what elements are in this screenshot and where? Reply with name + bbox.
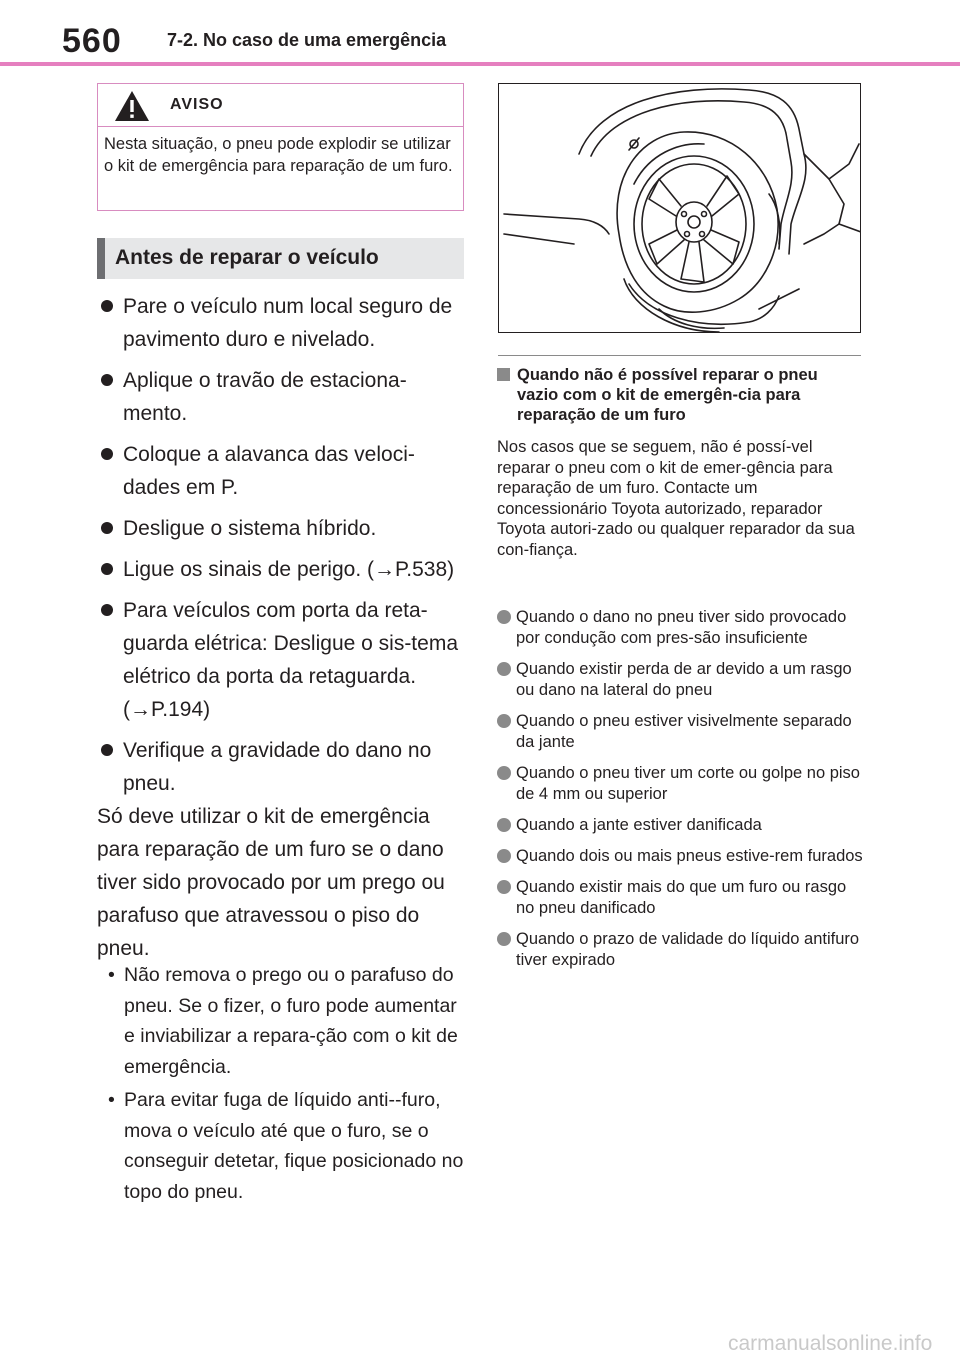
list-item xyxy=(97,364,467,430)
list-item-text: Quando o pneu estiver visivelmente separado da jante xyxy=(516,712,852,751)
bullet-dot-icon xyxy=(101,563,113,575)
section-heading-text: Antes de reparar o veículo xyxy=(115,246,379,269)
list-item xyxy=(497,763,863,805)
grey-bullet-icon xyxy=(497,766,511,780)
bullet-dot-icon xyxy=(101,522,113,534)
right-column-divider xyxy=(498,355,861,356)
grey-bullet-icon xyxy=(497,880,511,894)
list-item-text: Verifique a gravidade do dano no pneu. xyxy=(123,739,432,795)
list-item xyxy=(497,607,863,649)
list-item xyxy=(497,877,863,919)
page-header xyxy=(0,0,960,62)
list-item-text: Quando o dano no pneu tiver sido provocado por condução com pres-são insuficiente xyxy=(516,608,847,647)
list-item-text: Quando existir perda de ar devido a um rasgo ou dano na lateral do pneu xyxy=(516,660,852,699)
list-item-text: Quando existir mais do que um furo ou rasgo no pneu danificado xyxy=(516,878,847,917)
bullet-dot-icon xyxy=(101,448,113,460)
section-heading-bar xyxy=(97,238,105,279)
note-item xyxy=(108,1085,467,1207)
list-item xyxy=(497,659,863,701)
cannot-repair-conditions-list xyxy=(497,607,863,981)
watermark: carmanualsonline.info xyxy=(728,1332,933,1355)
list-item-text: Pare o veículo num local seguro de pavimento duro e nivelado. xyxy=(123,295,453,351)
tire-illustration xyxy=(498,83,861,333)
grey-bullet-icon xyxy=(497,932,511,946)
list-item-text: Quando o pneu tiver um corte ou golpe no piso de 4 mm ou superior xyxy=(516,764,860,803)
grey-bullet-icon xyxy=(497,849,511,863)
list-item xyxy=(497,711,863,753)
note-text: Não remova o prego ou o parafuso do pneu. Se o fizer, o furo pode aumentar e inviabilizar a repara-ção com o kit de emergência. xyxy=(124,964,458,1078)
right-section-heading xyxy=(496,365,861,425)
list-item-text: Para veículos com porta da reta-guarda elétrica: Desligue o sis-tema elétrico da porta da retaguarda. (→P.194) xyxy=(123,599,458,721)
bullet-dot-icon xyxy=(101,374,113,386)
page-number: 560 xyxy=(62,22,122,60)
right-paragraph: Nos casos que se seguem, não é possí-vel reparar o pneu com o kit de emer-gência para reparação de um furo. Contacte um concessionário Toyota autorizado, reparador Toyota autori-zado ou qualquer reparador da sua con-fiança. xyxy=(497,438,855,559)
note-text: Para evitar fuga de líquido anti--furo, mova o veículo até que o furo, se o conseguir detetar, fique posicionado no topo do pneu. xyxy=(124,1089,464,1203)
warning-box xyxy=(97,83,464,211)
list-item xyxy=(97,594,467,726)
warning-header xyxy=(98,84,463,127)
list-item xyxy=(497,929,863,971)
bullet-dot-icon xyxy=(101,744,113,756)
grey-bullet-icon xyxy=(497,714,511,728)
flat-tire-drawing xyxy=(499,84,861,333)
list-item-text: Desligue o sistema híbrido. xyxy=(123,517,377,540)
list-item-text: Aplique o travão de estaciona-mento. xyxy=(123,369,407,425)
section-title: 7-2. No caso de uma emergência xyxy=(167,30,447,50)
header-divider xyxy=(0,62,960,66)
right-section-heading-text: Quando não é possível reparar o pneu vazio com o kit de emergên-cia para reparação de um furo xyxy=(517,366,818,424)
list-item xyxy=(97,290,467,356)
list-item xyxy=(97,512,467,545)
body-paragraph: Só deve utilizar o kit de emergência para reparação de um furo se o dano tiver sido provocado por um prego ou parafuso que atravessou o piso do pneu. xyxy=(97,805,445,960)
list-item xyxy=(497,846,863,867)
list-item-text: Quando o prazo de validade do líquido antifuro tiver expirado xyxy=(516,930,860,969)
warning-title: AVISO xyxy=(170,96,224,113)
list-item xyxy=(97,553,467,586)
grey-bullet-icon xyxy=(497,610,511,624)
warning-triangle-icon xyxy=(113,89,151,123)
note-bullet-icon: • xyxy=(108,1089,115,1111)
list-item-text: Quando a jante estiver danificada xyxy=(516,816,762,834)
warning-text: Nesta situação, o pneu pode explodir se utilizar o kit de emergência para reparação de um furo. xyxy=(104,135,453,175)
list-item-text: Coloque a alavanca das veloci-dades em P. xyxy=(123,443,415,499)
list-item xyxy=(97,438,467,504)
square-bullet-icon xyxy=(497,368,510,381)
list-item-text: Quando dois ou mais pneus estive-rem furados xyxy=(516,847,863,865)
preparation-steps-list xyxy=(97,290,467,808)
bullet-dot-icon xyxy=(101,300,113,312)
list-item xyxy=(97,734,467,800)
section-heading xyxy=(97,238,464,279)
list-item-text: Ligue os sinais de perigo. (→P.538) xyxy=(123,558,455,581)
note-item xyxy=(108,960,467,1082)
grey-bullet-icon xyxy=(497,662,511,676)
bullet-dot-icon xyxy=(101,604,113,616)
list-item xyxy=(497,815,863,836)
grey-bullet-icon xyxy=(497,818,511,832)
note-bullet-icon: • xyxy=(108,964,115,986)
notes-list xyxy=(108,960,467,1210)
